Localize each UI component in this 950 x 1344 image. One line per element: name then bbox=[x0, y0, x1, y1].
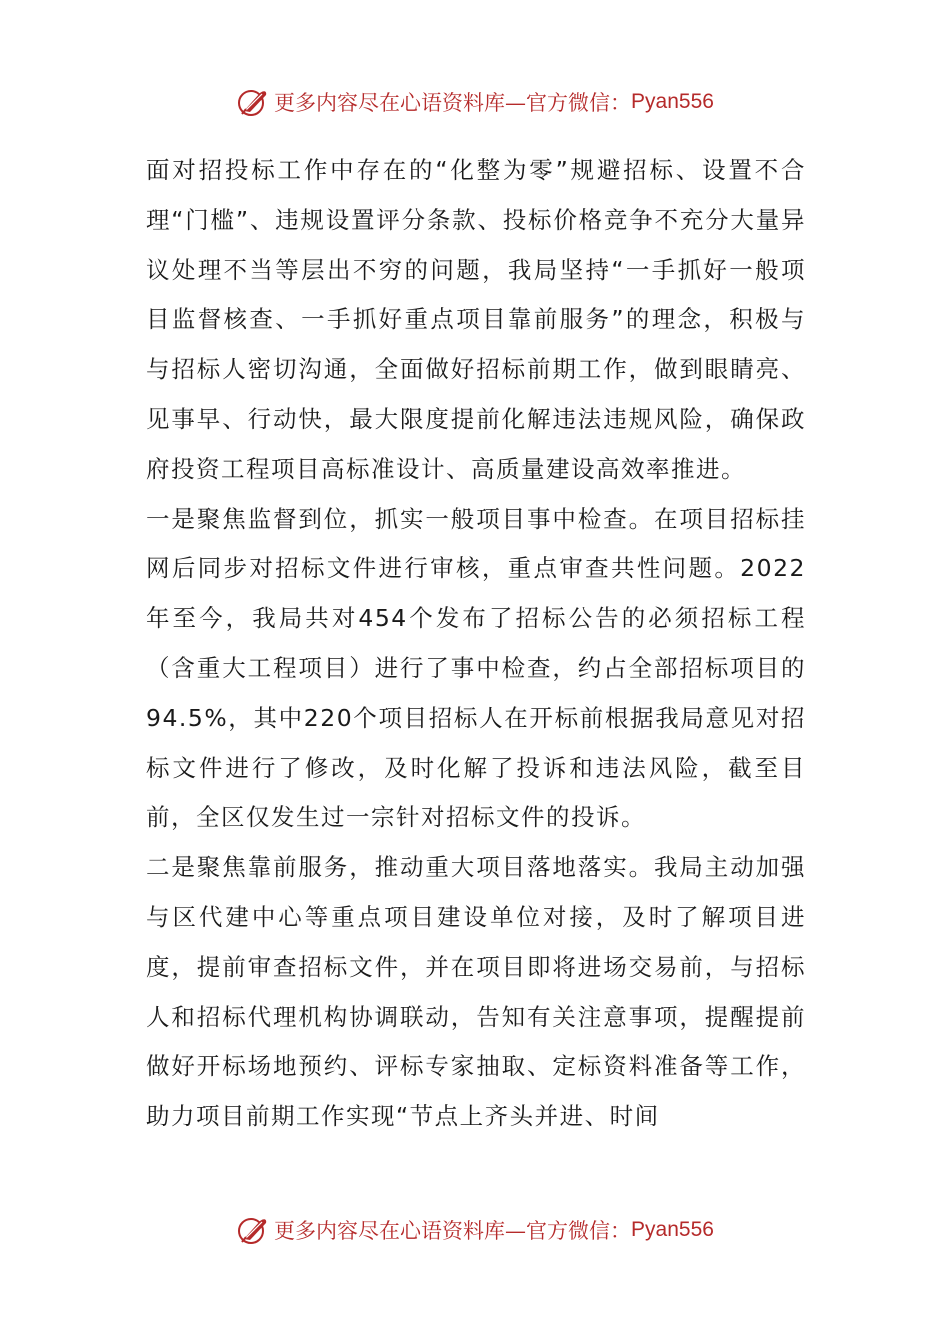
header-wechat-id: Pyan556 bbox=[631, 90, 714, 113]
header-banner-text: 更多内容尽在心语资料库—官方微信： bbox=[274, 91, 632, 115]
footer-banner-text: 更多内容尽在心语资料库—官方微信： bbox=[274, 1219, 632, 1243]
quill-pen-logo-icon bbox=[236, 85, 270, 119]
footer-wechat-id: Pyan556 bbox=[631, 1218, 714, 1241]
footer-banner bbox=[0, 1210, 950, 1250]
document-body bbox=[146, 146, 806, 1142]
paragraph-point-two: 二是聚焦靠前服务，推动重大项目落地落实。我局主动加强与区代建中心等重点项目建设单位对接，及时了解项目进度，提前审查招标文件，并在项目即将进场交易前，与招标人和招标代理机构协调联动，告知有关注意事项，提醒提前做好开标场地预约、评标专家抽取、定标资料准备等工作，助力项目前期工作实现“节点上齐头并进、时间 bbox=[146, 853, 806, 1131]
paragraph-intro: 面对招投标工作中存在的“化整为零”规避招标、设置不合理“门槛”、违规设置评分条款、投标价格竞争不充分大量异议处理不当等层出不穷的问题，我局坚持“一手抓好一般项目监督核查、一手抓好重点项目靠前服务”的理念，积极与与招标人密切沟通，全面做好招标前期工作，做到眼睛亮、见事早、行动快，最大限度提前化解违法违规风险，确保政府投资工程项目高标准设计、高质量建设高效率推进。 bbox=[146, 156, 806, 483]
paragraph-point-one: 一是聚焦监督到位，抓实一般项目事中检查。在项目招标挂网后同步对招标文件进行审核，重点审查共性问题。2022年至今，我局共对454个发布了招标公告的必须招标工程（含重大工程项目）进行了事中检查，约占全部招标项目的94.5%，其中220个项目招标人在开标前根据我局意见对招标文件进行了修改，及时化解了投诉和违法风险，截至目前，全区仅发生过一宗针对招标文件的投诉。 bbox=[146, 504, 806, 832]
header-banner bbox=[0, 82, 950, 122]
quill-pen-logo-icon bbox=[236, 1213, 270, 1247]
